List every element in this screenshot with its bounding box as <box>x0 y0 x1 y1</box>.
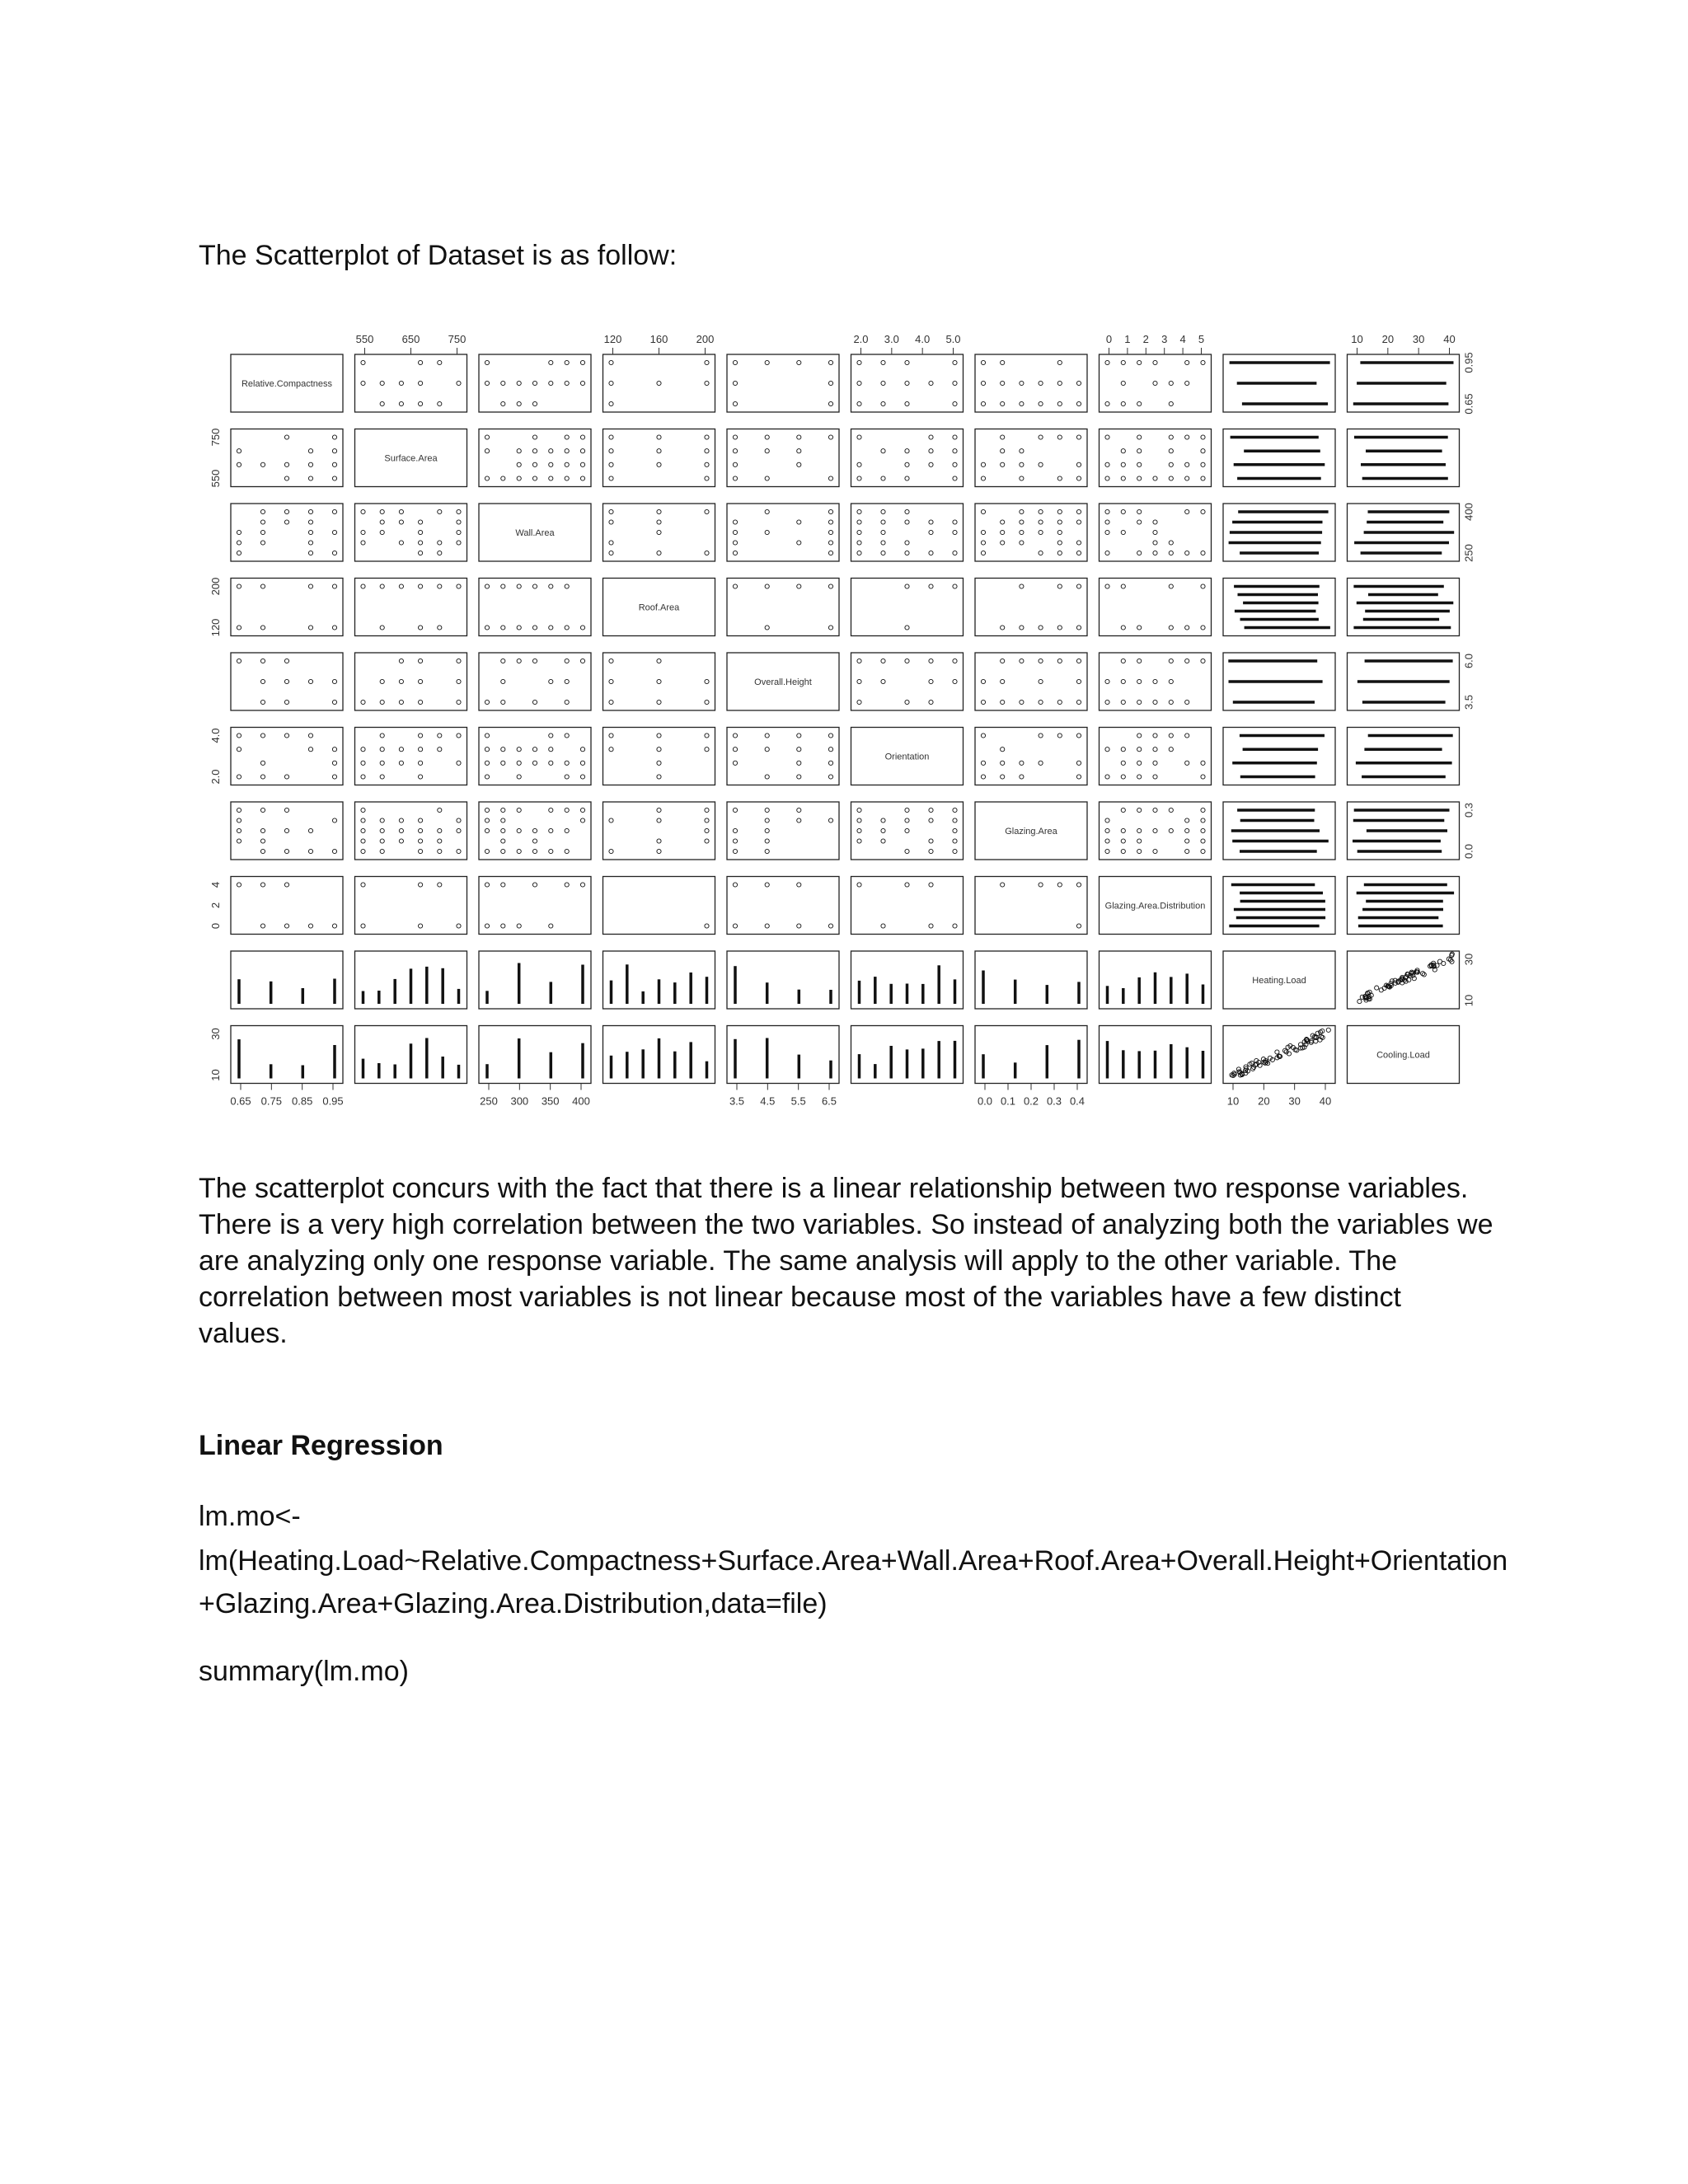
scatter-panel <box>231 504 343 561</box>
code-line: +Glazing.Area+Glazing.Area.Distribution,data=file) <box>199 1588 828 1619</box>
scatter-panel <box>851 354 964 412</box>
tick-label: 30 <box>209 1028 222 1040</box>
scatter-panel <box>851 877 964 935</box>
scatter-panel <box>479 877 591 935</box>
tick-label: 0 <box>1105 333 1113 345</box>
variable-label: Cooling.Load <box>1376 1050 1430 1061</box>
scatter-panel <box>975 504 1087 561</box>
scatter-panel <box>355 579 467 636</box>
scatter-panel <box>975 354 1087 412</box>
section-heading: Linear Regression <box>199 1430 443 1461</box>
scatter-panel <box>603 504 715 561</box>
code-line: summary(lm.mo) <box>199 1656 409 1687</box>
scatter-panel <box>231 653 343 710</box>
tick-label: 650 <box>401 333 420 345</box>
tick-label: 0.65 <box>1462 393 1475 415</box>
scatter-panel <box>727 802 839 860</box>
tick-label: 2.0 <box>209 769 222 785</box>
scatter-panel <box>1223 802 1335 860</box>
code-line: lm(Heating.Load~Relative.Compactness+Surface.Area+Wall.Area+Roof.Area+Overall.Height+Orientation <box>199 1545 1508 1577</box>
intro-text: The Scatterplot of Dataset is as follow: <box>199 240 678 271</box>
tick-label: 160 <box>649 333 668 345</box>
scatter-panel <box>603 354 715 412</box>
scatter-panel <box>1223 579 1335 636</box>
scatter-panel <box>851 1026 964 1084</box>
tick-label: 750 <box>448 333 467 345</box>
tick-label: 2 <box>1142 333 1149 345</box>
tick-label: 0 <box>209 922 222 930</box>
tick-label: 4 <box>1179 333 1186 345</box>
scatter-panel <box>479 951 591 1009</box>
scatter-panel <box>727 354 839 412</box>
scatter-panel <box>479 653 591 710</box>
tick-label: 0.4 <box>1069 1094 1085 1108</box>
scatter-panel <box>479 579 591 636</box>
tick-label: 400 <box>1462 503 1475 521</box>
tick-label: 2.0 <box>853 333 869 345</box>
tick-label: 6.5 <box>821 1094 837 1108</box>
variable-label: Glazing.Area.Distribution <box>1104 901 1206 912</box>
tick-label: 4.0 <box>915 333 931 345</box>
scatter-panel <box>355 653 467 710</box>
diagonal-panel <box>231 354 343 412</box>
variable-label: Relative.Compactness <box>241 379 333 389</box>
scatter-panel <box>1100 653 1212 710</box>
diagonal-panel <box>1348 1026 1460 1084</box>
code-line: lm.mo<- <box>199 1501 301 1532</box>
scatter-panel <box>975 579 1087 636</box>
scatter-panel <box>231 579 343 636</box>
tick-label: 0.2 <box>1023 1094 1039 1108</box>
diagonal-panel <box>727 653 839 710</box>
scatter-panel <box>1348 877 1460 935</box>
scatter-panel <box>603 877 715 935</box>
scatter-panel <box>231 877 343 935</box>
variable-label: Roof.Area <box>638 602 680 613</box>
tick-label: 250 <box>1462 544 1475 562</box>
scatter-panel <box>1223 354 1335 412</box>
scatter-panel <box>603 1026 715 1084</box>
scatter-panel <box>851 802 964 860</box>
scatter-panel <box>975 653 1087 710</box>
scatter-panel <box>1223 728 1335 785</box>
scatter-panel <box>1348 354 1460 412</box>
diagonal-panel <box>1223 951 1335 1009</box>
scatter-panel <box>355 877 467 935</box>
scatter-panel <box>231 429 343 487</box>
scatter-panel <box>1100 728 1212 785</box>
tick-label: 2 <box>209 902 222 909</box>
tick-label: 400 <box>572 1094 590 1108</box>
tick-label: 3.5 <box>729 1094 745 1108</box>
tick-label: 200 <box>209 577 222 596</box>
scatter-panel <box>479 802 591 860</box>
tick-label: 10 <box>1226 1094 1240 1108</box>
scatter-panel <box>479 1026 591 1084</box>
scatter-panel <box>727 1026 839 1084</box>
tick-label: 4.5 <box>760 1094 776 1108</box>
tick-label: 120 <box>603 333 622 345</box>
tick-label: 30 <box>1288 1094 1301 1108</box>
scatter-panel <box>975 877 1087 935</box>
diagonal-panel <box>975 802 1087 860</box>
scatter-panel <box>727 951 839 1009</box>
tick-label: 20 <box>1381 333 1395 345</box>
scatter-panel <box>231 802 343 860</box>
scatter-panel <box>1100 354 1212 412</box>
tick-label: 40 <box>1319 1094 1332 1108</box>
tick-label: 6.0 <box>1462 653 1475 669</box>
tick-label: 750 <box>209 428 222 447</box>
tick-label: 0.85 <box>292 1094 313 1108</box>
scatter-panel <box>603 653 715 710</box>
paragraph-line: The scatterplot concurs with the fact that there is a linear relationship between two response variables. <box>199 1173 1469 1204</box>
scatter-panel <box>727 579 839 636</box>
scatter-panel <box>231 1026 343 1084</box>
scatter-panel <box>1100 1026 1212 1084</box>
scatter-panel <box>355 951 467 1009</box>
tick-label: 30 <box>1412 333 1425 345</box>
scatter-panel <box>727 728 839 785</box>
scatter-panel <box>1348 653 1460 710</box>
scatter-panel <box>1223 877 1335 935</box>
tick-label: 10 <box>1462 994 1475 1007</box>
scatter-panel <box>851 504 964 561</box>
scatter-panel <box>355 354 467 412</box>
scatter-panel <box>355 802 467 860</box>
tick-label: 120 <box>209 618 222 637</box>
tick-label: 20 <box>1258 1094 1270 1108</box>
explanation-paragraph <box>199 1170 1517 1352</box>
scatter-panel <box>231 951 343 1009</box>
variable-label: Surface.Area <box>384 453 438 464</box>
scatter-panel <box>603 802 715 860</box>
variable-label: Heating.Load <box>1252 976 1306 986</box>
scatter-panel <box>1348 728 1460 785</box>
scatter-panel <box>479 728 591 785</box>
scatter-panel <box>231 728 343 785</box>
scatter-panel <box>1348 579 1460 636</box>
scatter-panel <box>1348 504 1460 561</box>
paragraph-line: There is a very high correlation between the two variables. So instead of analyzing both the variables we <box>199 1209 1493 1240</box>
paragraph-line: correlation between most variables is not linear because most of the variables have a few distinct <box>199 1282 1401 1313</box>
tick-label: 5.5 <box>790 1094 806 1108</box>
scatter-panel <box>975 728 1087 785</box>
scatter-panel <box>355 1026 467 1084</box>
scatter-panel <box>851 579 964 636</box>
tick-label: 3.5 <box>1462 694 1475 710</box>
tick-label: 0.75 <box>260 1094 282 1108</box>
scatter-panel <box>1348 802 1460 860</box>
scatter-panel <box>975 1026 1087 1084</box>
tick-label: 4 <box>209 881 222 888</box>
paragraph-line: values. <box>199 1318 288 1349</box>
tick-label: 1 <box>1124 333 1131 345</box>
tick-label: 250 <box>480 1094 498 1108</box>
diagonal-panel <box>851 728 964 785</box>
scatter-panel <box>479 429 591 487</box>
tick-label: 5.0 <box>945 333 961 345</box>
scatter-panel <box>1223 429 1335 487</box>
tick-label: 10 <box>1351 333 1363 345</box>
scatter-panel <box>1100 504 1212 561</box>
scatter-panel <box>1100 802 1212 860</box>
variable-label: Glazing.Area <box>1005 827 1057 837</box>
scatter-panel <box>1223 504 1335 561</box>
scatter-panel <box>1100 951 1212 1009</box>
tick-label: 0.95 <box>1462 352 1475 373</box>
tick-label: 30 <box>1462 953 1475 966</box>
tick-label: 0.0 <box>977 1094 993 1108</box>
scatter-panel <box>1348 429 1460 487</box>
paragraph-line: are analyzing only one response variable. The same analysis will apply to the other variable. The <box>199 1245 1398 1277</box>
scatter-panel <box>851 653 964 710</box>
diagonal-panel <box>355 429 467 487</box>
scatter-panel <box>975 429 1087 487</box>
scatter-panel <box>1100 579 1212 636</box>
diagonal-panel <box>479 504 591 561</box>
tick-label: 0.95 <box>322 1094 344 1108</box>
scatter-panel <box>1223 653 1335 710</box>
tick-label: 40 <box>1443 333 1456 345</box>
scatter-panel <box>603 951 715 1009</box>
scatter-panel <box>851 951 964 1009</box>
tick-label: 3 <box>1161 333 1168 345</box>
scatter-panel <box>727 877 839 935</box>
scatter-panel <box>727 504 839 561</box>
tick-label: 0.3 <box>1462 802 1475 818</box>
scatter-panel <box>727 429 839 487</box>
tick-label: 5 <box>1198 333 1205 345</box>
scatter-panel <box>603 429 715 487</box>
scatter-panel <box>1100 429 1212 487</box>
tick-label: 550 <box>355 333 374 345</box>
tick-label: 550 <box>209 469 222 488</box>
variable-label: Overall.Height <box>754 677 812 687</box>
scatter-panel <box>975 951 1087 1009</box>
diagonal-panel <box>603 579 715 636</box>
diagonal-panel <box>1100 877 1212 935</box>
scatter-panel <box>851 429 964 487</box>
variable-label: Orientation <box>884 752 930 762</box>
tick-label: 0.3 <box>1046 1094 1062 1108</box>
scatter-panel <box>1348 951 1460 1009</box>
tick-label: 350 <box>541 1094 560 1108</box>
scatter-panel <box>1223 1026 1335 1084</box>
scatter-panel <box>603 728 715 785</box>
scatterplot-matrix <box>206 321 1475 1137</box>
tick-label: 0.0 <box>1462 843 1475 860</box>
tick-label: 0.65 <box>230 1094 251 1108</box>
tick-label: 3.0 <box>884 333 899 345</box>
scatter-panel <box>355 504 467 561</box>
tick-label: 10 <box>209 1069 222 1081</box>
tick-label: 0.1 <box>1000 1094 1016 1108</box>
scatter-panel <box>479 354 591 412</box>
scatter-panel <box>355 728 467 785</box>
variable-label: Wall.Area <box>515 528 555 538</box>
code-block <box>199 1540 1534 1625</box>
tick-label: 200 <box>696 333 715 345</box>
tick-label: 300 <box>510 1094 529 1108</box>
tick-label: 4.0 <box>209 728 222 743</box>
